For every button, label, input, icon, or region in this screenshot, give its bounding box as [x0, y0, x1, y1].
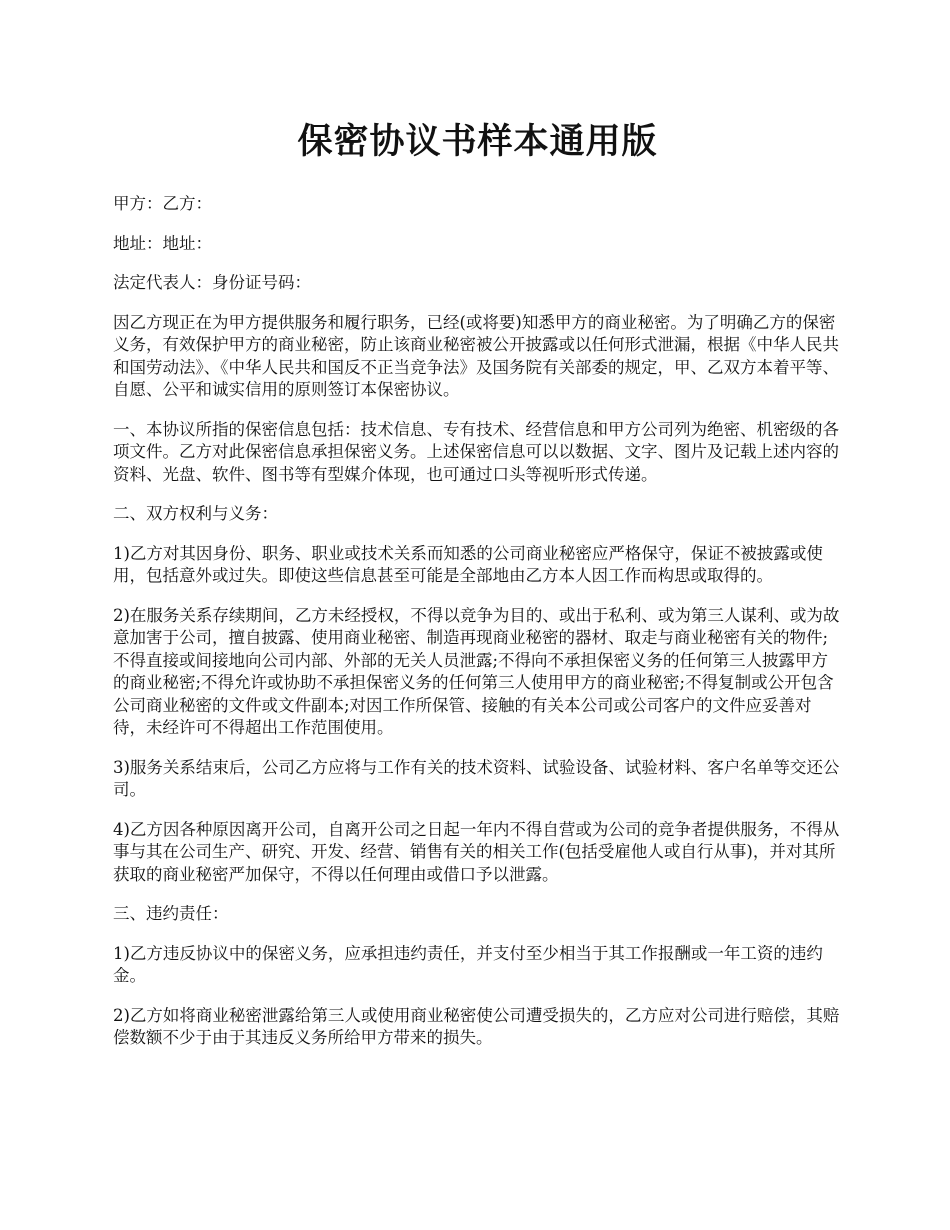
representative-line: 法定代表人：身份证号码：	[113, 273, 311, 292]
section-3-heading: 三、违约责任：	[113, 904, 229, 923]
section-2-item-2: 2)在服务关系存续期间，乙方未经授权，不得以竞争为目的、或出于私利、或为第三人谋利、或为故意加害于公司，擅自披露、使用商业秘密、制造再现商业秘密的器材、取走与商业秘密有关的物件;不得直接或间接地向公司内部、外部的无关人员泄露;不得向不承担保密义务的任何第三人披露甲方的商业秘密;不得允许或协助不承担保密义务的任何第三人使用甲方的商业秘密;不得复制或公开包含公司商业秘密的文件或文件副本;对因工作所保管、接触的有关本公司或公司客户的文件应妥善对待，未经许可不得超出工作范围使用。	[113, 605, 840, 737]
section-2-item-1: 1)乙方对其因身份、职务、职业或技术关系而知悉的公司商业秘密应严格保守，保证不被披露或使用，包括意外或过失。即使这些信息甚至可能是全部地由乙方本人因工作而构思或取得的。	[113, 543, 823, 585]
section-3-item-1: 1)乙方违反协议中的保密义务，应承担违约责任，并支付至少相当于其工作报酬或一年工资的违约金。	[113, 943, 823, 985]
party-line: 甲方：乙方：	[113, 194, 212, 213]
preamble-paragraph: 因乙方现正在为甲方提供服务和履行职务，已经(或将要)知悉甲方的商业秘密。为了明确乙方的保密义务，有效保护甲方的商业秘密，防止该商业秘密被公开披露或以任何形式泄漏，根据《中华人民共和国劳动法》、《中华人民共和国反不正当竞争法》及国务院有关部委的规定，甲、乙双方本着平等、自愿、公平和诚实信用的原则签订本保密协议。	[113, 312, 839, 399]
section-3-item-2: 2)乙方如将商业秘密泄露给第三人或使用商业秘密使公司遭受损失的，乙方应对公司进行赔偿，其赔偿数额不少于由于其违反义务所给甲方带来的损失。	[113, 1005, 840, 1047]
section-1-paragraph: 一、本协议所指的保密信息包括：技术信息、专有技术、经营信息和甲方公司列为绝密、机密级的各项文件。乙方对此保密信息承担保密义务。上述保密信息可以以数据、文字、图片及记载上述内容的资料、光盘、软件、图书等有型媒介体现，也可通过口头等视听形式传递。	[113, 419, 839, 484]
section-2-item-4: 4)乙方因各种原因离开公司，自离开公司之日起一年内不得自营或为公司的竞争者提供服务，不得从事与其在公司生产、研究、开发、经营、销售有关的相关工作(包括受雇他人或自行从事)，并对其所获取的商业秘密严加保守，不得以任何理由或借口予以泄露。	[113, 819, 840, 884]
document-title: 保密协议书样本通用版	[297, 121, 658, 162]
section-2-item-3: 3)服务关系结束后，公司乙方应将与工作有关的技术资料、试验设备、试验材料、客户名单等交还公司。	[113, 757, 840, 799]
section-2-heading: 二、双方权利与义务：	[113, 504, 278, 523]
address-line: 地址：地址：	[113, 233, 212, 253]
